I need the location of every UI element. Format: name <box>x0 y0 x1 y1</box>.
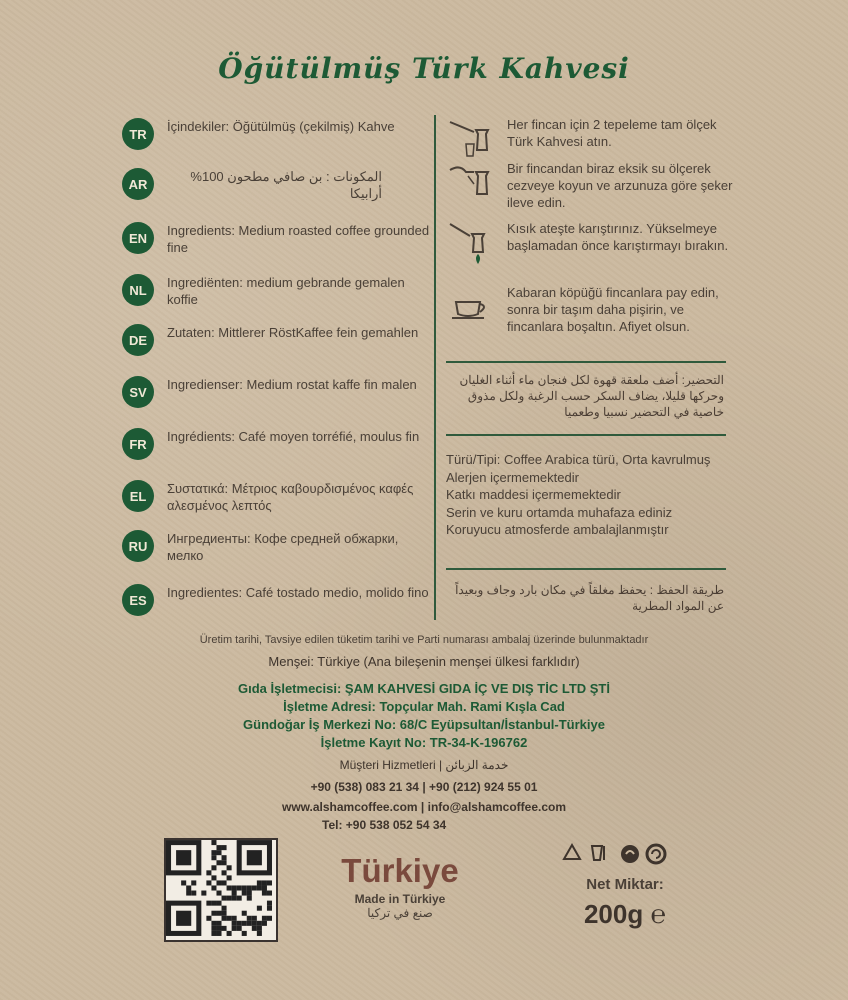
lang-badge-de: DE <box>122 324 154 356</box>
prep-step-1-text: Her fincan için 2 tepeleme tam ölçek Türk Kahvesi atın. <box>507 117 717 149</box>
divider-3 <box>446 568 726 570</box>
phone-numbers: +90 (538) 083 21 34 | +90 (212) 924 55 01 <box>310 780 538 794</box>
net-quantity <box>560 876 690 930</box>
column-divider <box>434 115 436 620</box>
company-info <box>0 680 848 752</box>
green-dot-icon <box>621 845 639 863</box>
prep-step-2-text: Bir fincandan biraz eksik su ölçerek cezveye koyun ve arzunuza göre şeker ileve edin. <box>507 161 733 210</box>
ingredients-de: Zutaten: Mittlerer RöstKaffee fein gemahlen <box>167 325 419 340</box>
divider-1 <box>446 361 726 363</box>
ingredients-en: Ingredients: Medium roasted coffee grounded fine <box>167 223 430 255</box>
prep-step-3-text: Kısık ateşte karıştırınız. Yükselmeye başlamadan önce karıştırmayı bırakın. <box>507 221 729 253</box>
info-allergen: Alerjen içermemektedir <box>446 469 579 485</box>
operator-address-1: İşletme Adresi: Topçular Mah. Rami Kışla Cad <box>283 699 565 714</box>
operator-registration: İşletme Kayıt No: TR-34-K-196762 <box>320 735 528 750</box>
packaging-symbols <box>560 842 680 866</box>
ingredients-sv: Ingredienser: Medium rostat kaffe fin malen <box>167 377 417 392</box>
lang-badge-ru: RU <box>122 530 154 562</box>
lang-badge-sv: SV <box>122 376 154 408</box>
cezve-spoon-icon <box>446 116 496 162</box>
arabic-preparation: التحضير: أضف ملعقة قهوة لكل فنجان ماء أثناء الغليان وحركها قليلا، يضاف السكر حسب الرغبة ولكل مذوق خاصية في التحضير نسبيا وطعميا <box>459 373 724 419</box>
info-storage: Serin ve kuru ortamda muhafaza ediniz <box>446 504 673 520</box>
telephone: Tel: +90 538 052 54 34 <box>322 818 447 832</box>
origin-logo <box>300 852 500 920</box>
lang-badge-es: ES <box>122 584 154 616</box>
ingredients-el: Συστατικά: Μέτριος καβουρδισμένος καφές αλεσμένος λεπτός <box>167 481 414 513</box>
coffee-cup-icon <box>446 284 496 330</box>
operator-address-2: Gündoğar İş Merkezi No: 68/C Eyüpsultan/İstanbul-Türkiye <box>243 717 605 732</box>
ingredients-ar: المكونات : بن صافي مطحون 100% أرابيكا <box>190 169 382 201</box>
net-quantity-label: Net Miktar: <box>586 876 664 893</box>
lang-badge-en: EN <box>122 222 154 254</box>
recycle-arrows-icon <box>647 845 665 863</box>
cezve-flame-icon <box>446 220 496 266</box>
info-type: Türü/Tipi: Coffee Arabica türü, Orta kavrulmuş <box>446 452 711 467</box>
production-note: Üretim tarihi, Tavsiye edilen tüketim tarihi ve Parti numarası ambalaj üzerinde bulunmaktadır <box>199 634 649 646</box>
prep-step-4-text: Kabaran köpüğü fincanlara pay edin, sonra bir taşım daha pişirin, ve fincanlara boşaltın. Afiyet olsun. <box>507 285 719 334</box>
qr-code-image <box>166 840 272 936</box>
arabic-storage: طريقة الحفظ : يحفظ مغلقاً في مكان بارد وجاف وبعيداً عن المواد المطرية <box>455 583 724 613</box>
info-additive: Katkı maddesi içermemektedir <box>446 487 621 502</box>
food-operator: Gıda İşletmecisi: ŞAM KAHVESİ GIDA İÇ VE DIŞ TİC LTD ŞTİ <box>237 681 610 696</box>
ingredients-nl: Ingrediënten: medium gebrande gemalen koffie <box>167 275 405 307</box>
ingredients-ru: Ингредиенты: Кофе средней обжарки, мелко <box>167 531 399 563</box>
qr-code <box>164 838 278 942</box>
divider-2 <box>446 434 726 436</box>
net-quantity-value: 200g ℮ <box>583 899 667 929</box>
origin-country: Türkiye <box>341 852 459 889</box>
ingredients-tr: İçindekiler: Öğütülmüş (çekilmiş) Kahve <box>167 119 395 134</box>
lang-badge-nl: NL <box>122 274 154 306</box>
ingredients-es: Ingredientes: Café tostado medio, molido fino <box>167 585 429 600</box>
lang-badge-fr: FR <box>122 428 154 460</box>
customer-service: Müşteri Hizmetleri | خدمة الزبائن <box>339 758 509 772</box>
food-safe-icon <box>592 846 604 860</box>
made-in-label: Made in Türkiye <box>354 892 446 906</box>
made-in-arabic: صنع في تركيا <box>367 906 433 920</box>
product-info <box>446 451 731 539</box>
origin-note: Menşei: Türkiye (Ana bileşenin menşei ülkesi farklıdır) <box>268 654 580 669</box>
info-packaging: Koruyucu atmosferde ambalajlanmıştır <box>446 522 669 537</box>
ingredients-fr: Ingrédients: Café moyen torréfié, moulus fin <box>167 429 420 444</box>
lang-badge-el: EL <box>122 480 154 512</box>
lang-badge-tr: TR <box>122 118 154 150</box>
cezve-pour-icon <box>446 160 496 206</box>
product-title: Öğütülmüş Türk Kahvesi <box>218 52 630 85</box>
lang-badge-ar: AR <box>122 168 154 200</box>
web-email: www.alshamcoffee.com | info@alshamcoffee.com <box>281 800 567 814</box>
recycle-icon <box>564 845 580 859</box>
